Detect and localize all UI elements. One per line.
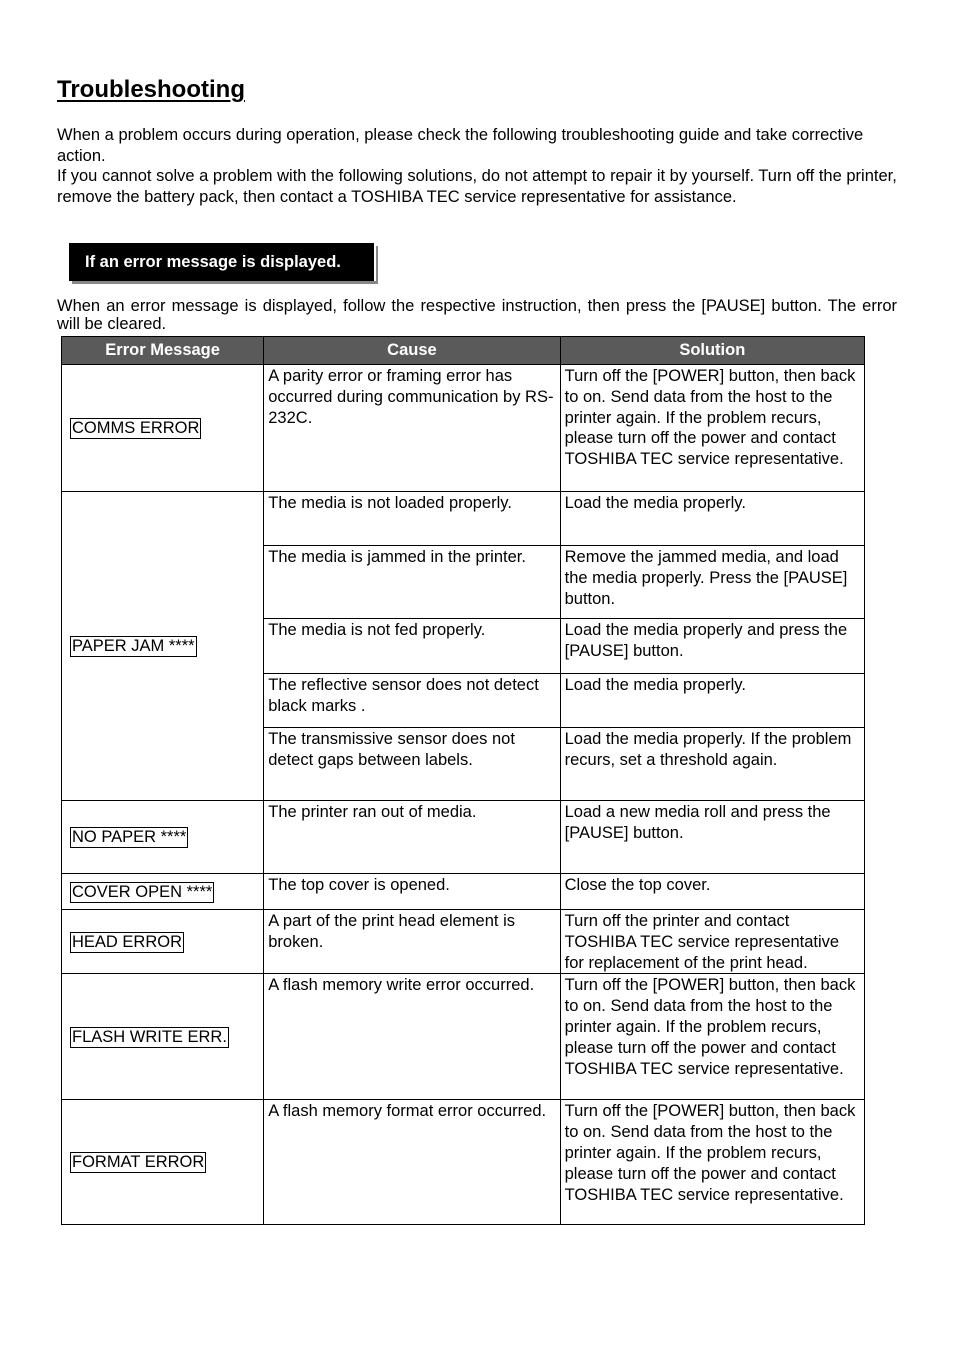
solution-cell: Turn off the [POWER] button, then back to on. Send data from the host to the printer again. If the problem recurs, please turn off the power and contact TOSHIBA TEC service representative.	[560, 365, 864, 492]
section-heading: If an error message is displayed.	[69, 243, 375, 281]
cause-cell: The media is not fed properly.	[264, 619, 560, 674]
cause-cell: The media is not loaded properly.	[264, 492, 560, 546]
solution-cell: Load the media properly.	[560, 492, 864, 546]
table-row	[62, 1100, 865, 1225]
cause-cell: The reflective sensor does not detect black marks .	[264, 674, 560, 728]
error-message-cell	[62, 1100, 264, 1225]
error-message-cell	[62, 874, 264, 910]
cause-cell: The media is jammed in the printer.	[264, 546, 560, 619]
error-table	[61, 336, 865, 1225]
table-row	[62, 492, 865, 546]
intro-paragraph-2: If you cannot solve a problem with the following solutions, do not attempt to repair it by yourself. Turn off the printer, remove the battery pack, then contact a TOSHIBA TEC service representative for assistance.	[57, 167, 897, 206]
error-message-cell	[62, 801, 264, 874]
cause-cell: The top cover is opened.	[264, 874, 560, 910]
solution-cell: Turn off the [POWER] button, then back to on. Send data from the host to the printer again. If the problem recurs, please turn off the power and contact TOSHIBA TEC service representative.	[560, 974, 864, 1100]
table-row	[62, 801, 865, 874]
cause-cell: A part of the print head element is broken.	[264, 910, 560, 974]
header-cause: Cause	[264, 337, 560, 365]
table-row	[62, 910, 865, 974]
table-row	[62, 974, 865, 1100]
error-code: PAPER JAM ****	[72, 637, 195, 655]
header-solution: Solution	[560, 337, 864, 365]
cause-cell: A flash memory format error occurred.	[264, 1100, 560, 1225]
error-code: NO PAPER ****	[72, 828, 187, 846]
cause-cell: A parity error or framing error has occurred during communication by RS-232C.	[264, 365, 560, 492]
error-message-cell	[62, 492, 264, 801]
instruction-text: When an error message is displayed, follow the respective instruction, then press the [PAUSE] button. The error will be cleared.	[57, 297, 897, 333]
page-title: Troubleshooting	[57, 76, 245, 103]
intro-text	[57, 125, 902, 207]
solution-cell: Load the media properly. If the problem recurs, set a threshold again.	[560, 728, 864, 801]
solution-cell: Load the media properly.	[560, 674, 864, 728]
solution-cell: Load the media properly and press the [PAUSE] button.	[560, 619, 864, 674]
error-code: FLASH WRITE ERR.	[72, 1027, 227, 1046]
cause-cell: The transmissive sensor does not detect gaps between labels.	[264, 728, 560, 801]
error-code: COVER OPEN ****	[72, 882, 213, 901]
error-code: COMMS ERROR	[72, 419, 200, 437]
error-code: FORMAT ERROR	[72, 1153, 205, 1172]
cause-cell: The printer ran out of media.	[264, 801, 560, 874]
solution-cell: Turn off the [POWER] button, then back to on. Send data from the host to the printer again. If the problem recurs, please turn off the power and contact TOSHIBA TEC service representative.	[560, 1100, 864, 1225]
solution-cell: Close the top cover.	[560, 874, 864, 910]
error-message-cell	[62, 974, 264, 1100]
table-header-row	[62, 337, 865, 365]
table-row	[62, 874, 865, 910]
solution-cell: Remove the jammed media, and load the media properly. Press the [PAUSE] button.	[560, 546, 864, 619]
error-code: HEAD ERROR	[72, 932, 183, 951]
intro-paragraph-1: When a problem occurs during operation, please check the following troubleshooting guide and take corrective action.	[57, 126, 864, 165]
error-message-cell	[62, 910, 264, 974]
table-row	[62, 365, 865, 492]
cause-cell: A flash memory write error occurred.	[264, 974, 560, 1100]
solution-cell: Turn off the printer and contact TOSHIBA TEC service representative for replacement of the print head.	[560, 910, 864, 974]
error-message-cell	[62, 365, 264, 492]
solution-cell: Load a new media roll and press the [PAUSE] button.	[560, 801, 864, 874]
header-error-message: Error Message	[62, 337, 264, 365]
